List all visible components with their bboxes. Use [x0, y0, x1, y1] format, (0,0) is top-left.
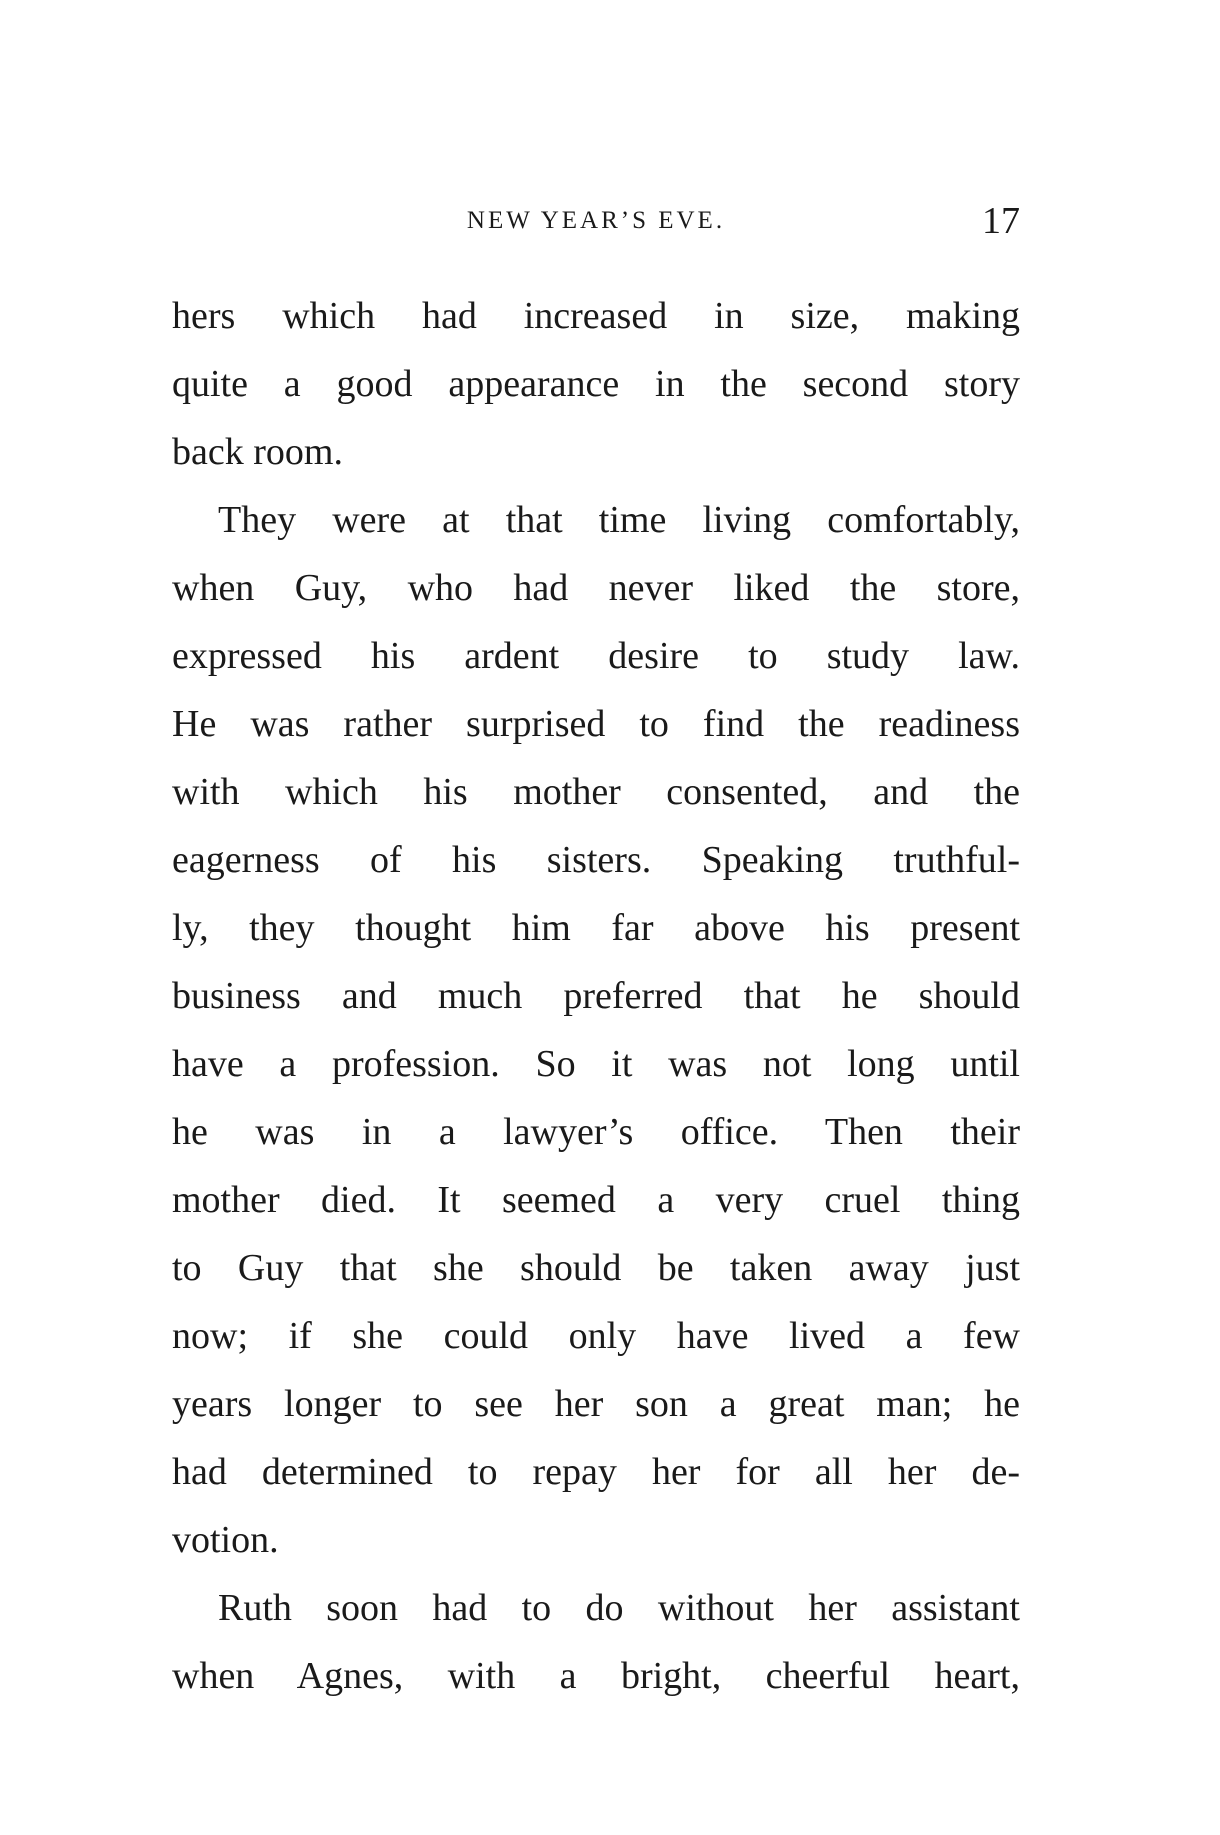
text-line: now; if she could only have lived a few — [172, 1315, 1020, 1357]
page-number: 17 — [982, 200, 1020, 242]
text-line: ly, they thought him far above his present — [172, 907, 1020, 949]
text-line: hers which had increased in size, making — [172, 295, 1020, 337]
body-text — [172, 282, 1020, 1710]
text-line: when Guy, who had never liked the store, — [172, 567, 1020, 609]
running-title: NEW YEAR’S EVE. — [466, 207, 726, 234]
text-line: with which his mother consented, and the — [172, 771, 1020, 813]
text-line: to Guy that she should be taken away just — [172, 1247, 1020, 1289]
text-line: had determined to repay her for all her de- — [172, 1451, 1020, 1493]
text-line: business and much preferred that he should — [172, 975, 1020, 1017]
text-line: mother died. It seemed a very cruel thing — [172, 1179, 1020, 1221]
text-line: They were at that time living comfortably, — [218, 499, 1020, 541]
text-line: eagerness of his sisters. Speaking truthful- — [172, 839, 1020, 881]
text-line: years longer to see her son a great man; he — [172, 1383, 1020, 1425]
text-line: votion. — [172, 1519, 279, 1561]
text-line: back room. — [172, 431, 343, 473]
running-head — [172, 196, 1020, 246]
text-line: he was in a lawyer’s office. Then their — [172, 1111, 1020, 1153]
text-line: have a profession. So it was not long until — [172, 1043, 1020, 1085]
text-line: expressed his ardent desire to study law. — [172, 635, 1020, 677]
text-line: He was rather surprised to find the readiness — [172, 703, 1020, 745]
text-line: when Agnes, with a bright, cheerful heart, — [172, 1655, 1020, 1697]
text-line: quite a good appearance in the second story — [172, 363, 1020, 405]
text-line: Ruth soon had to do without her assistant — [218, 1587, 1020, 1629]
